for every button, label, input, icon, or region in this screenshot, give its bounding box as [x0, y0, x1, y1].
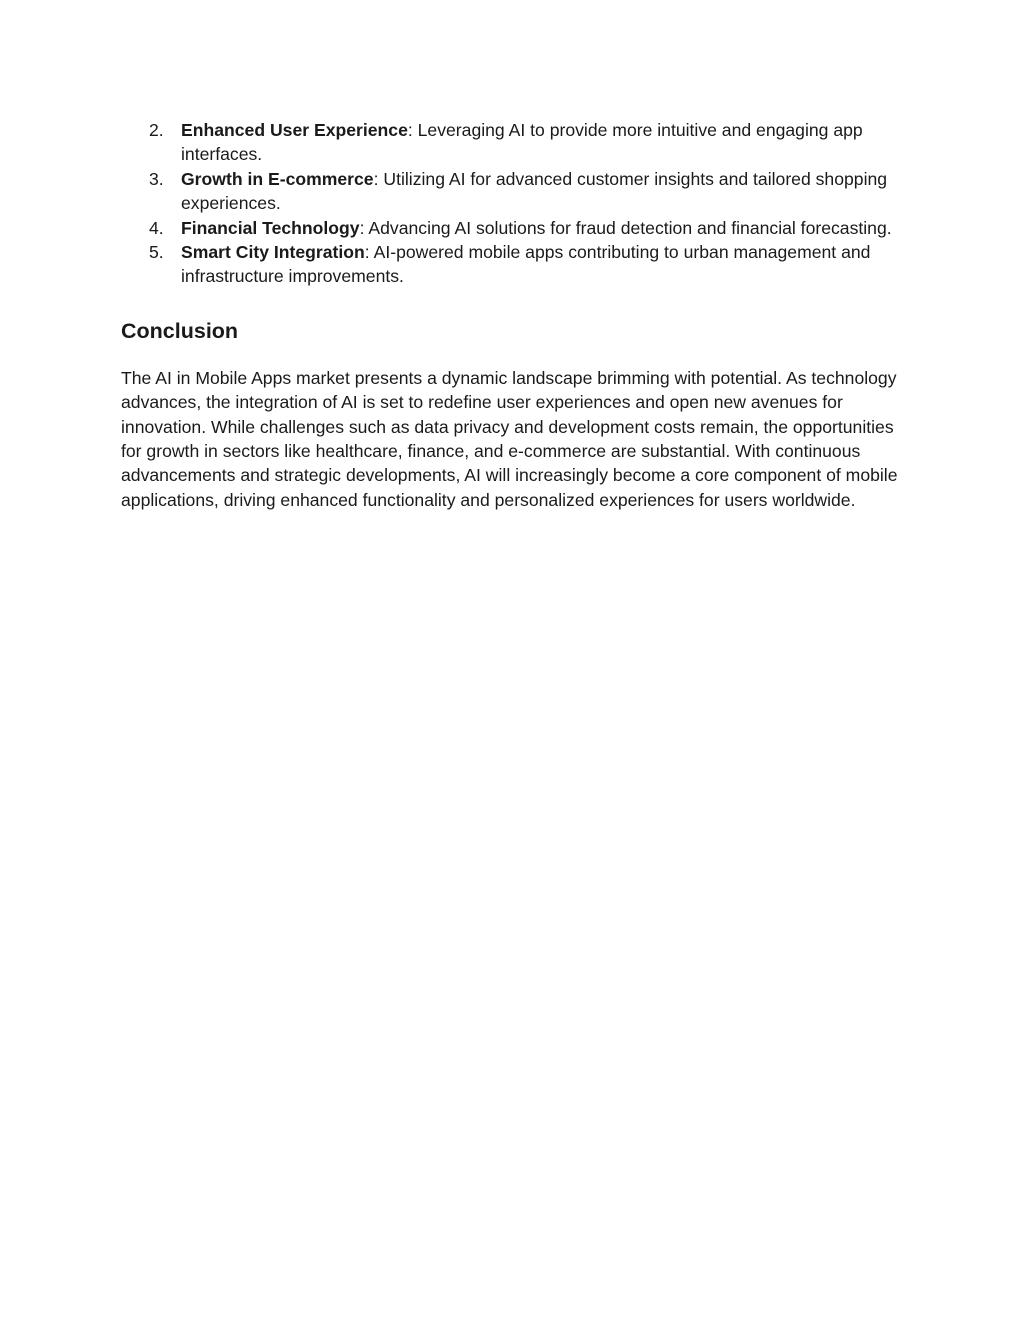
conclusion-heading: Conclusion: [121, 318, 239, 343]
list-item-text: : AI-powered mobile apps contributing to urban management and infrastructure improvements.: [181, 242, 871, 287]
list-item-title: Smart City Integration: [181, 242, 365, 263]
list-item-text: : Leveraging AI to provide more intuitive and engaging app interfaces.: [181, 120, 863, 165]
list-number: 5.: [149, 242, 164, 263]
list-number: 4.: [149, 217, 164, 238]
list-item: [121, 118, 911, 167]
page-content: [121, 118, 911, 512]
list-item: [121, 167, 911, 216]
list-number: 3.: [149, 168, 164, 189]
list-item: [121, 240, 911, 289]
list-item-title: Growth in E-commerce: [181, 168, 374, 189]
numbered-list: [121, 118, 911, 289]
list-item-title: Enhanced User Experience: [181, 120, 408, 140]
list-number: 2.: [149, 120, 164, 140]
list-item-title: Financial Technology: [181, 217, 360, 238]
list-item-text: : Advancing AI solutions for fraud detection and financial forecasting.: [359, 217, 892, 238]
conclusion-paragraph: The AI in Mobile Apps market presents a dynamic landscape brimming with potential. As technology advances, the integration of AI is set to redefine user experiences and open new avenues for innovation. While challenges such as data privacy and development costs remain, the opportunities for growth in sectors like healthcare, finance, and e-commerce are substantial. With continuous advancements and strategic developments, AI will increasingly become a core component of mobile applications, driving enhanced functionality and personalized experiences for users worldwide.: [121, 367, 898, 510]
list-item-text: : Utilizing AI for advanced customer insights and tailored shopping experiences.: [181, 168, 888, 214]
list-item: [121, 216, 911, 240]
